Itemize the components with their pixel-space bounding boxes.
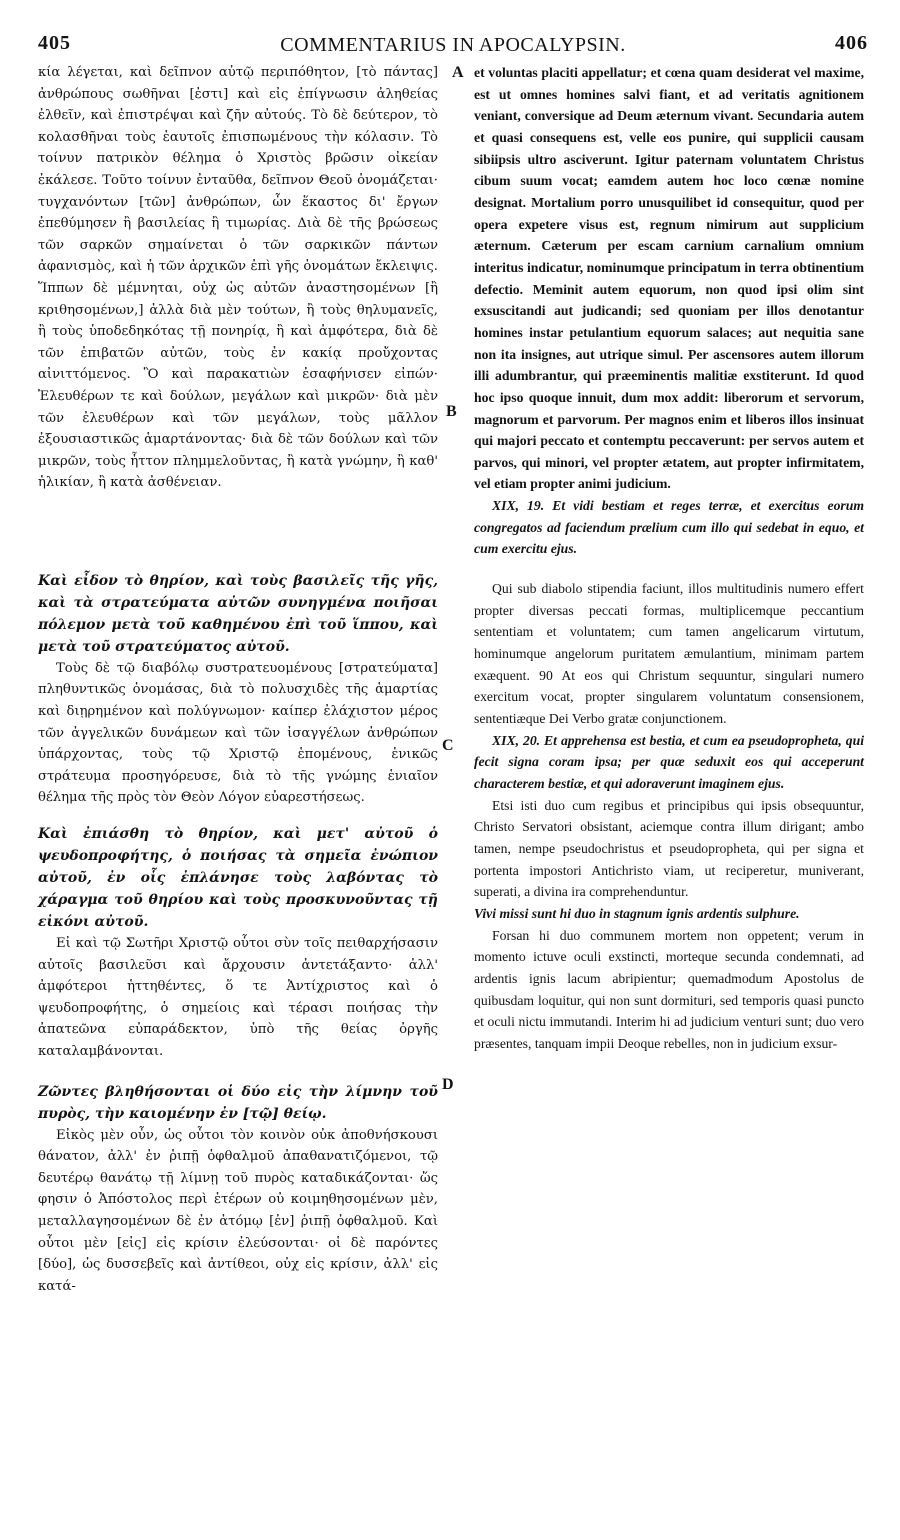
margin-marker-a: A [452,64,464,81]
latin-lemma-3: Vivi missi sunt hi duo in stagnum ignis ardentis sulphure. [474,905,800,921]
greek-paragraph-2: Τοὺς δὲ τῷ διαβόλῳ συστρατευομένους [στρατεύματα] πληθυντικῶς ὀνομάσας, διὰ τὸ πολυσχιδὲς τῆς ἁμαρτίας καὶ διῃρημένον καὶ πολύγνωμον· καίπερ ἐλάχιστον μέρος τῶν ἀγγελικῶν δυνάμεων καὶ τῶν ἰσαγγέλων ἀνθρώπων ὑπάρχοντας, τοὺς τῷ Χριστῷ ἑπομένους, ἑνικῶς στράτευμα προσηγόρευσε, διὰ τὸ τῆς γνώμης ἑνιαῖον θέλημα τῆς πρὸς τὸν Θεὸν Λόγον εὐαρεστήσεως. [38,660,438,806]
greek-lemma-2: Καὶ ἐπιάσθη τὸ θηρίον, καὶ μετ' αὐτοῦ ὁ ψευδοπροφήτης, ὁ ποιήσας τὰ σημεῖα ἐνώπιον αὐτοῦ, ἐν οἷς ἐπλάνησε τοὺς λαβόντας τὸ χάραγμα τοῦ θηρίου καὶ τοὺς προσκυνοῦντας τῇ εἰκόνι αὐτοῦ. [38,826,438,931]
latin-paragraph-1: et voluntas placiti appellatur; et cœna quam desiderat vel maxime, est ut omnes homines salvi fiant, et ad veritatis agnitionem veniant, conversique ad Deum æternum vivant. Secundaria autem et quasi consequens est, velle eos punire, qui supplicii causam sibiipsis ultro asciverunt. Igitur paternam voluntatem Christus cibum suum vocat; eamdem autem hoc loco cœnæ nomine designat. Mortalium porro unusquilibet id consequitur, quod per opera expetere visus est, regnum nimirum aut supplicium æternum. Cæterum per escam carnium carnalium omnium interitus indicatur, nominumque principatum in terra obtinentium defectio. Meminit autem equorum, non quod ipsi olim sint exsuscitandi aut judicandi; sed quoniam per illos denotantur homines instar petulantium equorum salaces; aut nequitia sane non ita insignes, aut utrique simul. Per ascensores autem illorum illi adumbrantur, qui præeminentis malitiæ exstiterunt. Id quod hoc ipso quoque innuit, dum mox addit: liberorum et servorum, magnorum et parvorum. Per magnos enim et liberos illos insinuat qui majori peccato et contemptu peccaverunt: per servos autem et parvos, qui minori, vel propter ætatem, aut propter infirmitatem, vel etiam propter animi judicium. [474,65,864,492]
latin-paragraph-2: Qui sub diabolo stipendia faciunt, illos multitudinis numero effert propter diversas peccati formas, multiplicemque peccantium sententiam et voluntatem; cum tamen angelicarum virtutum, hominumque angelorum puritatem æmulantium, minimam partem exæquent. 90 At eos qui Christum sequuntur, singulari numero exercitum vocat, propter singularem voluntatum consensionem, sententiæque Dei Verbo gratæ conjunctionem. [474,581,864,727]
latin-paragraph-3: Etsi isti duo cum regibus et principibus qui ipsis obsequuntur, Christo Servatori obsistant, aciemque contra illum dirigant; ambo tamen, nempe pseudochristus et pseudopropheta, qui per signa et portenta impostori Antichristo viam, ut reciperetur, muniverant, superati, a divina ira comprehenduntur. [474,797,864,900]
greek-lemma-3: Ζῶντες βληθήσονται οἱ δύο εἰς τὴν λίμνην τοῦ πυρὸς, τὴν καιομένην ἐν [τῷ] θείῳ. [38,1083,438,1122]
running-title: COMMENTARIUS IN APOCALYPSIN. [280,34,626,56]
page-number-right: 406 [835,32,868,54]
greek-lemma-1: Καὶ εἶδον τὸ θηρίον, καὶ τοὺς βασιλεῖς τῆς γῆς, καὶ τὰ στρατεύματα αὐτῶν συνηγμένα ποιῆσαι πόλεμον μετὰ τοῦ καθημένου ἐπὶ τοῦ ἵππου, καὶ μετὰ τοῦ στρατεύματος αὐτοῦ. [38,572,438,655]
page-number-left: 405 [38,32,71,54]
margin-marker-c: C [442,737,454,754]
margin-marker-b: B [446,403,457,420]
latin-lemma-1: XIX, 19. Et vidi bestiam et reges terræ, et exercitus eorum congregatos ad faciendum prælium cum illo qui sedebat in equo, et cum exercitu ejus. [474,498,864,557]
greek-column [38,62,438,1297]
latin-column [474,62,864,1055]
greek-paragraph-4: Εἰκὸς μὲν οὖν, ὡς οὗτοι τὸν κοινὸν οὐκ ἀποθνήσκουσι θάνατον, ἀλλ' ἐν ῥιπῇ ὀφθαλμοῦ ἀπαθανατιζόμενοι, τῷ δευτέρῳ θανάτῳ τῇ λίμνῃ τοῦ πυρὸς καταδικάζονται· ὥς φησιν ὁ Ἀπόστολος περὶ ἑτέρων οὐ κοιμηθησομένων μὲν, μεταλλαγησομένων δὲ ἐν ἀτόμῳ [ἐν] ῥιπῇ ὀφθαλμοῦ. Καὶ οὗτοι μὲν [εἰς] εἰς κρίσιν ἐλεύσονται· οἱ δὲ παρόντες [δύο], ὡς δυσσεβεῖς καὶ ἀντίθεοι, οὐχ εἰς κρίσιν, ἀλλ' εἰς κατά- [38,1127,438,1294]
latin-lemma-2: XIX, 20. Et apprehensa est bestia, et cum ea pseudopropheta, qui fecit signa coram ipsa; per quæ seduxit eos qui acceperunt characterem bestiæ, et qui adoraverunt imaginem ejus. [474,732,864,791]
latin-paragraph-4: Forsan hi duo communem mortem non oppetent; verum in momento ictuve oculi exstincti, morteque secunda condemnati, ad ardentis ignis lacum abripientur; quemadmodum Apostolus de quibusdam loquitur, qui non sunt dormituri, sed temporis quasi puncto et oculi nictu immutandi. Interim hi ad judicium venturi sunt; duo vero præsentes, tanquam impii Deoque rebelles, non in judicium exsur- [474,927,864,1051]
greek-paragraph-3: Εἰ καὶ τῷ Σωτῆρι Χριστῷ οὗτοι σὺν τοῖς πειθαρχήσασιν αὐτοῖς βασιλεῦσι καὶ ἄρχουσιν ἀντετάξαντο· ἀλλ' ἀμφότεροι ἡττηθέντες, ὅ τε Ἀντίχριστος καὶ ὁ ψευδοπροφήτης, ὁ σημείοις καὶ τέρασι ποιήσας τὴν ἀπατεῶνα εὐπαράδεκτον, ὑπὸ τῆς θείας ὀργῆς καταλαμβάνονται. [38,936,438,1059]
running-header [38,30,868,60]
margin-marker-d: D [442,1076,454,1093]
greek-paragraph-1: κία λέγεται, καὶ δεῖπνον αὐτῷ περιπόθητον, [τὸ πάντας] ἀνθρώπους σωθῆναι [ἐστι] καὶ εἰς ἐπίγνωσιν ἀληθείας ἐλθεῖν, καὶ ἐπιστρέψαι καὶ ζῆν αὐτούς. Τὸ δὲ δεύτερον, τὸ κολασθῆναι τοὺς ἑαυτοῖς ἐπισπωμένους τὴν κόλασιν. Τὸ τοίνυν πατρικὸν θέλημα ὁ Χριστὸς βρῶσιν οἰκείαν ἐκάλεσε. Τοῦτο τοίνυν ἐνταῦθα, δεῖπνον Θεοῦ ὀνομάζεται· τυγχανόντων [τῶν] ἀνθρώπων, ὧν ἕκαστος δι' ἔργων ἐπεθύμησεν ἢ βασιλείας ἢ τιμωρίας. Διὰ δὲ τῆς βρώσεως τῶν σαρκῶν σημαίνεται ὁ τῶν σαρκικῶν πάντων ἀφανισμὸς, καὶ ἡ τῶν ἀρχικῶν ἐπὶ γῆς ὀνομάτων ἔκλειψις. Ἵππων δὲ μέμνηται, οὐχ ὡς αὐτῶν ἀναστησομένων [ἢ κριθησομένων,] ἀλλὰ διὰ μὲν τούτων, ἢ τοὺς θηλυμανεῖς, ἢ τοὺς ὑποδεδηκότας τῇ πονηρίᾳ, ἢ καὶ ἀμφότερα, διὰ δὲ τῶν ἐπιβατῶν αὐτῶν, τοὺς ἐν κακίᾳ προὔχοντας αἰνιττόμενος. Ὃ καὶ παρακατιὼν ἐσαφήνισεν εἰπών· Ἐλευθέρων τε καὶ δούλων, μεγάλων καὶ μικρῶν· διὰ μὲν τῶν ἐλευθέρων καὶ τῶν μεγάλων, τοὺς μᾶλλον ἐξουσιαστικῶς ἁμαρτάνοντας· διὰ δὲ τῶν δούλων καὶ τῶν μικρῶν, τοὺς ἧττον πλημμελοῦντας, ἢ κατὰ γνώμην, ἢ καθ' ἡλικίαν, ἢ κατὰ ἀσθένειαν. [38,65,438,491]
